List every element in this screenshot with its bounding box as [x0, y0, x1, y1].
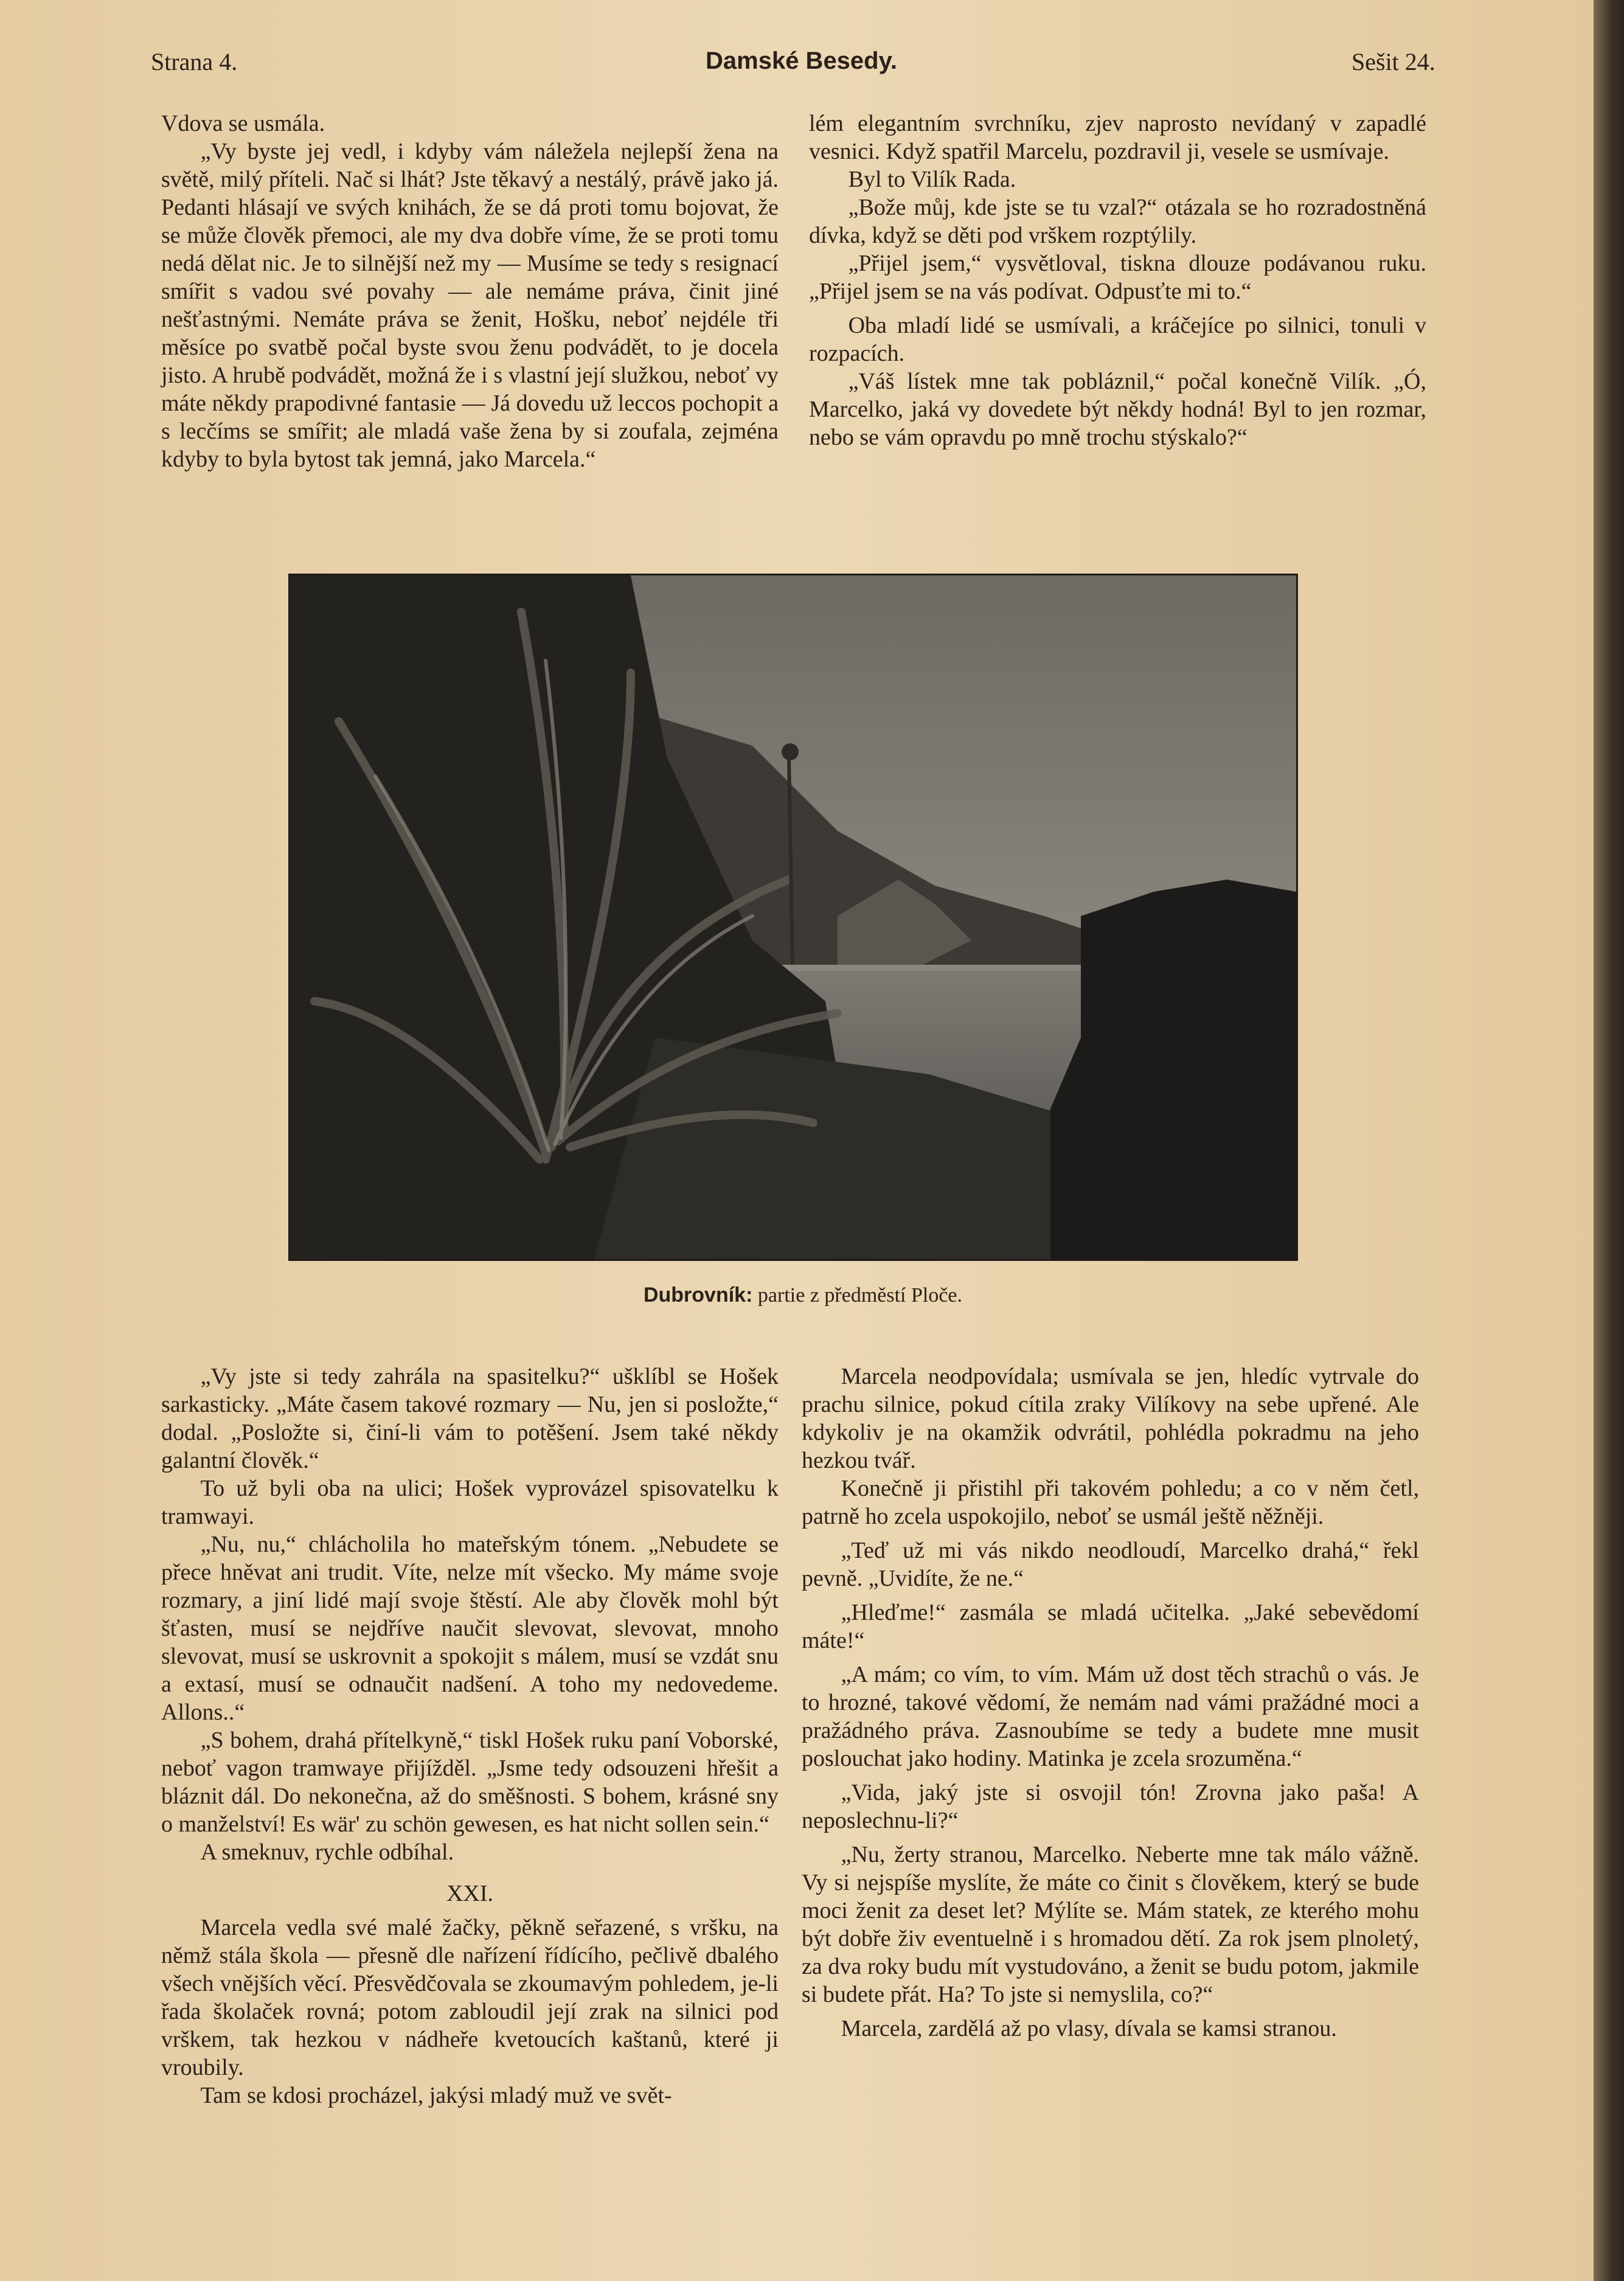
paragraph: „S bohem, drahá přítelkyně,“ tiskl Hošek ruku paní Voborské, neboť vagon tramwaye přijížděl. „Jsme tedy odsouzeni hřešit a bláznit dál. Do nekonečna, až do směšnosti. S bohem, krásné sny o manželství! Es wär' zu schön gewesen, es hat nicht sollen sein.“ [161, 1727, 779, 1837]
caption-text: partie z předměstí Ploče. [757, 1284, 963, 1307]
paragraph: Konečně ji přistihl při takovém pohledu; a co v něm četl, patrně ho zcela uspokojilo, neboť se usmál ještě něžněji. [802, 1476, 1419, 1529]
paragraph: To už byli oba na ulici; Hošek vyprovázel spisovatelku k tramwayi. [161, 1476, 779, 1529]
journal-title: Damské Besedy. [706, 47, 897, 74]
chapter-heading: XXI. [446, 1881, 494, 1906]
paragraph: „Nu, žerty stranou, Marcelko. Neberte mne tak málo vážně. Vy si nejspíše myslíte, že máte co činit s člověkem, který se bude moci ženit za deset let? Mýlíte se. Mám statek, ze kterého mohu být dobře živ eventuelně i s hromadou dětí. Za rok jsem plnoletý, za dva roky budu mít vystudováno, a ženit se budu potom, jakmile si budete přát. Ha? To jste si nemyslila, co?“ [802, 1842, 1419, 2007]
paragraph: „Bože můj, kde jste se tu vzal?“ otázala se ho rozradostněná dívka, když se děti pod vrškem rozptýlily. [809, 195, 1426, 248]
paragraph: „Vy byste jej vedl, i kdyby vám náležela nejlepší žena na světě, milý příteli. Nač si lhát? Jste těkavý a nestálý, právě jako já. Pedanti hlásají ve svých knihách, že se dá proti tomu bojovat, že se může člověk přemoci, ale my dva dobře víme, že se proti tomu nedá dělat nic. Je to silnější než my — Musíme se tedy s resignací smířit s vadou své povahy — ale nemáme práva, činit jiné nešťastnými. Nemáte práva se ženit, Hošku, neboť nejdéle tři měsíce po svatbě počal byste svou ženu podvádět, to je docela jisto. A hrubě podvádět, možná že i s vlastní její služkou, neboť vy máte někdy prapodivné fantasie — Já dovedu už leccos pochopit a s lecčíms se smířit; ale mladá vaše žena by si zoufala, zejména kdyby to byla bytost tak jemná, jako Marcela.“ [161, 139, 779, 472]
paragraph: „Přijel jsem,“ vysvětloval, tiskna dlouze podávanou ruku. „Přijel jsem se na vás podívat. Odpusťte mi to.“ [809, 251, 1426, 304]
paragraph: „Hleďme!“ zasmála se mladá učitelka. „Jaké sebevědomí máte!“ [802, 1600, 1419, 1653]
paragraph: Marcela, zardělá až po vlasy, dívala se kamsi stranou. [841, 2016, 1337, 2041]
paragraph: A smeknuv, rychle odbíhal. [200, 1839, 454, 1865]
paragraph: „A mám; co vím, to vím. Mám už dost těch strachů o vás. Je to hrozné, takové vědomí, že nemám nad vámi pražádné moci a pražádného práva. Zasnoubíme se tedy a budete mne musit poslouchat jako hodiny. Matinka je zcela srozuměna.“ [802, 1662, 1419, 1771]
paragraph: Byl to Vilík Rada. [848, 167, 1016, 192]
photograph-dubrovnik [288, 574, 1298, 1261]
paragraph: Marcela vedla své malé žačky, pěkně seřazené, s vršku, na němž stála škola — přesně dle nařízení řídícího, pečlivě dbalého všech vnějších věcí. Přesvědčovala se zkoumavým pohledem, je-li řada školaček rovná; potom zabloudil její zrak na silnici pod vrškem, tak hezkou v nádheře kvetoucích kaštanů, které ji vroubily. [161, 1915, 779, 2080]
paragraph: Oba mladí lidé se usmívali, a kráčejíce po silnici, tonuli v rozpacích. [809, 313, 1426, 366]
book-binding-edge [1594, 0, 1624, 2281]
caption-place: Dubrovník: [643, 1283, 753, 1307]
paragraph: Tam se kdosi procházel, jakýsi mladý muž ve svět- [200, 2083, 672, 2108]
column-top-right [809, 109, 1426, 451]
paragraph: Vdova se usmála. [161, 111, 325, 136]
paragraph: „Nu, nu,“ chlácholila ho mateřským tónem. „Nebudete se přece hněvat ani trudit. Víte, nelze mít všecko. My máme svoje rozmary, a jiní lidé mají svoje štěstí. Ale aby člověk mohl být šťasten, musí se nejdříve naučit slevovat, slevovat, mnoho slevovat, musí se uskrovnit a spokojit s málem, musí se vzdát snu a extasí, musí se odnaučit nadšení. A toho my nedovedeme. Allons..“ [161, 1532, 779, 1725]
paragraph: „Vy jste si tedy zahrála na spasitelku?“ ušklíbl se Hošek sarkasticky. „Máte časem takové rozmary — Nu, jen si posložte,“ dodal. „Posložte si, činí-li vám to potěšení. Jsem také někdy galantní člověk.“ [161, 1364, 779, 1473]
column-top-left [161, 109, 779, 473]
issue-number: Sešit 24. [1352, 48, 1435, 75]
paragraph: Marcela neodpovídala; usmívala se jen, hledíc vytrvale do prachu silnice, pokud cítila zraky Vilíkovy na sebe upřené. Ale kdykoliv je na okamžik odvrátil, pohlédla pokradmu na jeho hezkou tvář. [802, 1364, 1419, 1473]
page-number: Strana 4. [151, 48, 238, 75]
paragraph: „Vida, jaký jste si osvojil tón! Zrovna jako paša! A neposlechnu-li?“ [802, 1780, 1419, 1833]
paragraph: „Teď už mi vás nikdo neodloudí, Marcelko drahá,“ řekl pevně. „Uvidíte, že ne.“ [802, 1538, 1419, 1591]
column-bottom-right [802, 1363, 1419, 2043]
paragraph: lém elegantním svrchníku, zjev naprosto nevídaný v zapadlé vesnici. Když spatřil Marcelu, pozdravil ji, vesele se usmívaje. [809, 111, 1426, 164]
photo-illustration [290, 575, 1296, 1259]
paragraph: „Váš lístek mne tak pobláznil,“ počal konečně Vilík. „Ó, Marcelko, jaká vy dovedete být někdy hodná! Byl to jen rozmar, nebo se vám opravdu po mně trochu stýskalo?“ [809, 369, 1426, 450]
column-bottom-left [161, 1363, 779, 2109]
photo-caption [0, 1283, 1606, 1307]
